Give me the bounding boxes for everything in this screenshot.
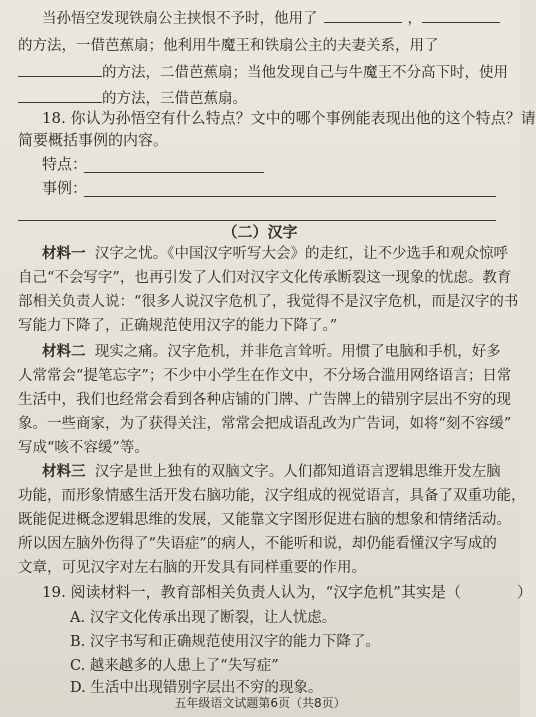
q19-prompt-text: 19. 阅读材料一，教育部相关负责人认为，“汉字危机”其实是（: [42, 583, 461, 601]
material1-line-2: 自己“不会写字”，也再引发了人们对汉字文化传承断裂这一现象的忧虑。教育: [18, 270, 512, 286]
material2-line-5: 写成“咳不容缓”等。: [18, 440, 149, 456]
material3-line-3: 既能促进概念逻辑思维的发展，又能靠文字图形促进右脑的想象和情绪活动。: [18, 512, 511, 528]
q17-line3-text: 的方法，二借芭蕉扇；当他发现自己与牛魔王不分高下时，使用: [102, 65, 508, 81]
material3-line-1: [42, 462, 504, 482]
q19-option-d[interactable]: D. 生活中出现错别字层出不穷的现象。: [70, 680, 323, 696]
material2-text-1: 现实之痛。汉字危机，并非危言耸听。用惯了电脑和手机，好多: [94, 344, 501, 360]
material3-line-2: 功能，而形象情感生活开发右脑功能，汉字组成的视觉语言，具备了双重功能，: [18, 488, 526, 504]
material2-line-4: 象。一些商家，为了获得关注，常常会把成语乱改为广告词，如将“刻不容缓”: [18, 416, 512, 432]
material1-label: 材料一: [42, 245, 86, 262]
q17-line-1: [42, 8, 504, 29]
material1-line-3: 部相关负责人说：“很多人说汉字危机了，我觉得不是汉字危机，而是汉字的书: [18, 294, 519, 310]
section-title: （二）汉字: [222, 223, 298, 241]
q18-trait-answer-line[interactable]: [84, 172, 264, 173]
q18-prompt-1: 18. 你认为孙悟空有什么特点？文中的哪个事例能表现出他的这个特点？请: [42, 109, 536, 127]
q17-blank-3[interactable]: [18, 62, 102, 77]
material2-line-3: 生活中，我们也经常会看到各种店铺的门牌、广告牌上的错别字层出不穷的现: [18, 392, 511, 408]
q17-line4-text: 的方法，三借芭蕉扇。: [102, 91, 247, 107]
q17-line-2: 的方法，一借芭蕉扇；他利用牛魔王和铁扇公主的夫妻关系，用了: [18, 38, 439, 54]
material1-text-1: 汉字之忧。《中国汉字听写大会》的走红，让不少选手和观众惊呼: [94, 246, 508, 262]
q18-example-label: 事例：: [42, 179, 88, 197]
q19-prompt: [42, 582, 532, 602]
q19-option-c[interactable]: C. 越来越多的人患上了“失写症”: [70, 658, 279, 674]
q17-comma: ，: [407, 11, 422, 27]
q17-line1-text: 当孙悟空发现铁扇公主挟恨不予时，他用了: [42, 11, 318, 27]
q17-blank-1[interactable]: [324, 8, 402, 23]
q19-option-a[interactable]: A. 汉字文化传承出现了断裂，让人忧虑。: [70, 610, 337, 626]
q19-option-b[interactable]: B. 汉字书写和正确规范使用汉字的能力下降了。: [70, 634, 380, 650]
q17-blank-2[interactable]: [422, 8, 500, 23]
material1-line-1: [42, 244, 508, 264]
page-footer: 五年级语文试题第6页（共8页）: [174, 696, 346, 710]
material2-label: 材料二: [42, 343, 86, 360]
q19-paren-close: ）: [516, 583, 532, 601]
q18-example-answer-line-1[interactable]: [84, 196, 496, 197]
q18-trait-label: 特点：: [42, 155, 88, 173]
material2-line-2: 人常常会“提笔忘字”；不少中小学生在作文中，不分场合滥用网络语言；日常: [18, 368, 512, 384]
q17-line-4: [18, 88, 504, 109]
q18-example-answer-line-2[interactable]: [18, 220, 496, 221]
q17-blank-4[interactable]: [18, 88, 102, 103]
material3-text-1: 汉字是世上独有的双脑文字。人们都知道语言逻辑思维开发左脑: [94, 464, 501, 480]
q18-prompt-2: 简要概括事例的内容。: [18, 131, 169, 149]
q17-line-3: [18, 62, 508, 83]
material1-line-4: 写能力下降了，正确规范使用汉字的能力下降了。”: [18, 318, 338, 334]
material3-label: 材料三: [42, 463, 86, 480]
material2-line-1: [42, 342, 504, 362]
material3-line-5: 文章，可见汉字对左右脑的开发具有同样重要的作用。: [18, 560, 366, 576]
material3-line-4: 所以因左脑外伤得了“失语症”的病人，不能听和说，却仍能看懂汉字写成的: [18, 536, 497, 552]
